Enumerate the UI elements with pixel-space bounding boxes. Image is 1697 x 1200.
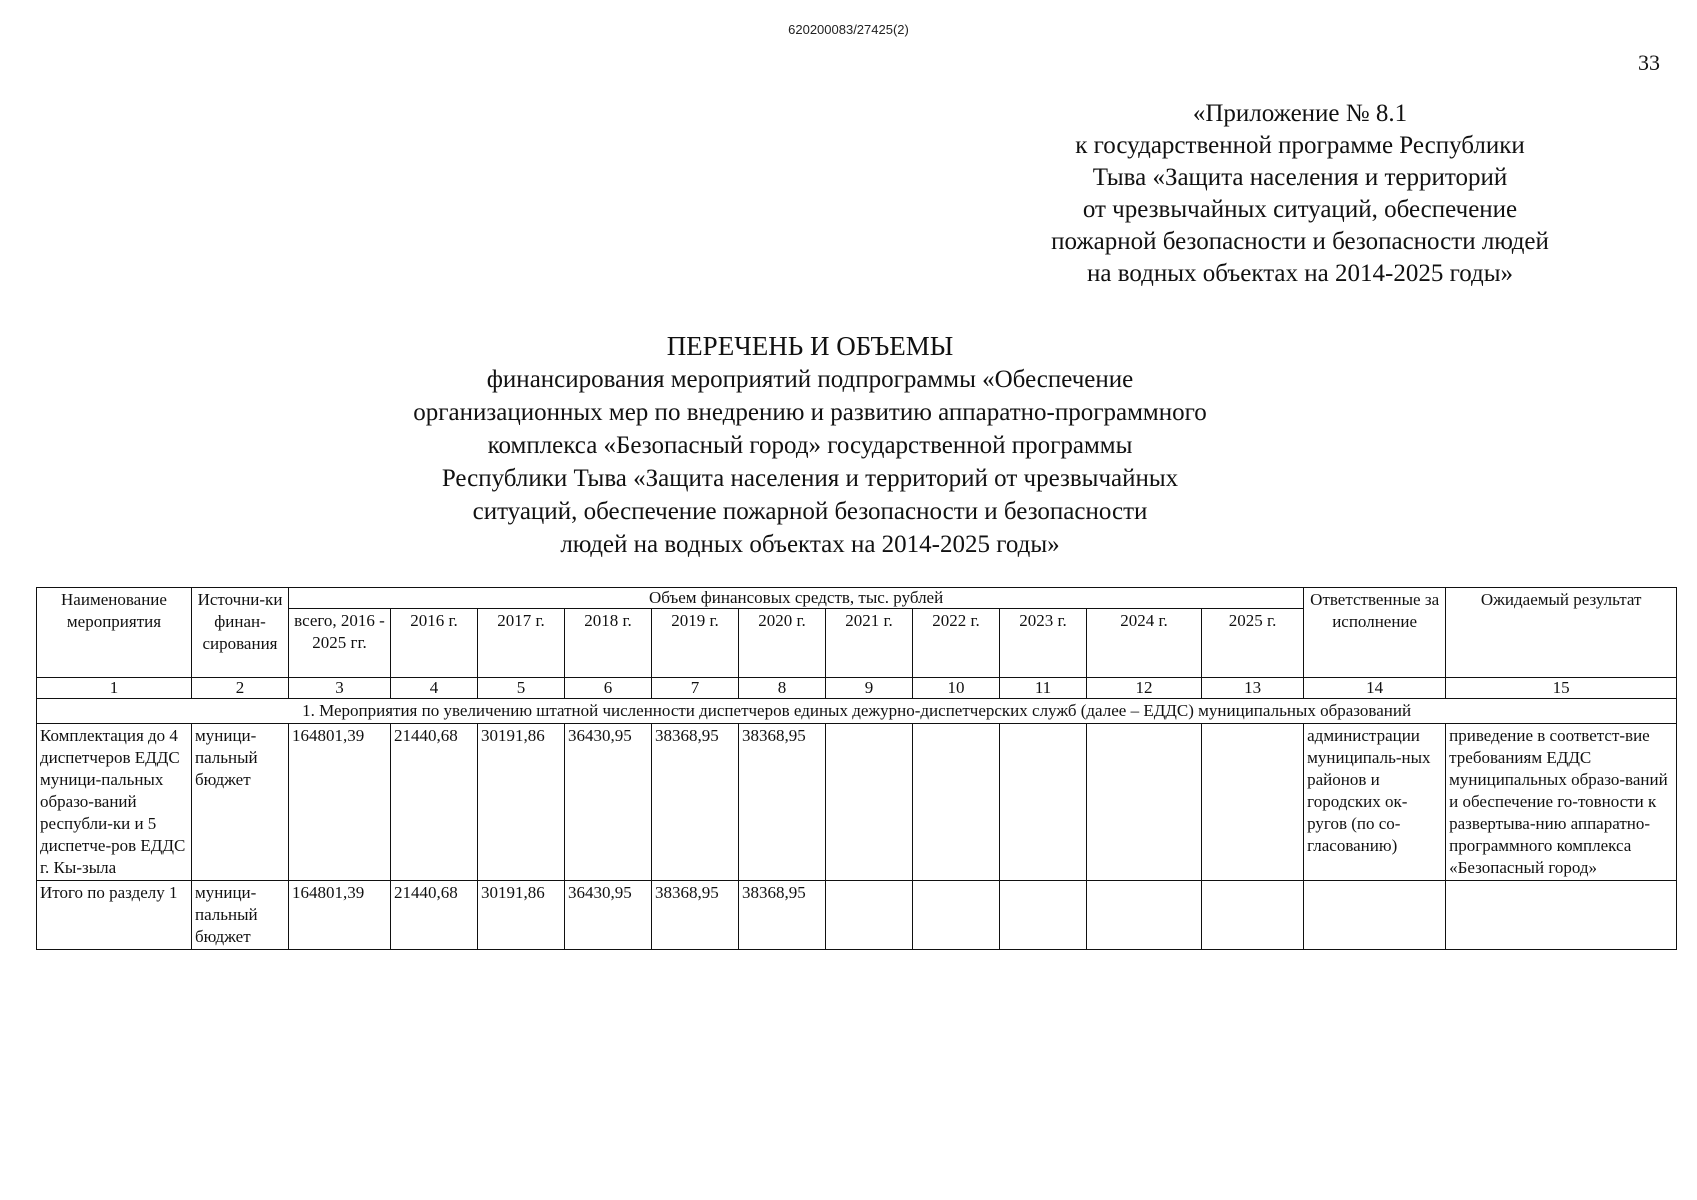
header-result: Ожидаемый результат [1446,588,1677,678]
appendix-line: к государственной программе Республики [1075,132,1525,159]
cell-year [1000,724,1087,881]
header-total: всего, 2016 - 2025 гг. [289,609,391,678]
section-title: 1. Мероприятия по увеличению штатной численности диспетчеров единых дежурно-диспетчерских служб (далее – ЕДДС) муниципальных образований [37,699,1677,724]
column-number: 7 [652,678,739,699]
cell-name: Итого по разделу 1 [37,881,192,950]
cell-year: 38368,95 [652,724,739,881]
header-name: Наименование мероприятия [37,588,192,678]
cell-year [1087,724,1202,881]
document-title: ПЕРЕЧЕНЬ И ОБЪЕМЫ [666,331,954,361]
cell-result [1446,881,1677,950]
appendix-line: пожарной безопасности и безопасности людей [1051,228,1549,255]
cell-year [826,724,913,881]
header-volume-group: Объем финансовых средств, тыс. рублей [289,588,1304,609]
appendix-block [1000,98,1600,290]
column-number: 12 [1087,678,1202,699]
column-number: 14 [1304,678,1446,699]
subtitle-line: ситуаций, обеспечение пожарной безопасности и безопасности [472,498,1148,525]
column-number: 13 [1202,678,1304,699]
column-number: 3 [289,678,391,699]
cell-year [826,881,913,950]
column-number: 10 [913,678,1000,699]
cell-year: 36430,95 [565,724,652,881]
page-number: 33 [1638,50,1660,75]
column-number: 6 [565,678,652,699]
cell-responsible [1304,881,1446,950]
appendix-line: от чрезвычайных ситуаций, обеспечение [1082,196,1518,223]
column-number-row [37,678,1677,699]
header-responsible: Ответственные за исполнение [1304,588,1446,678]
header-year: 2018 г. [565,609,652,678]
column-number: 1 [37,678,192,699]
column-number: 2 [192,678,289,699]
header-year: 2022 г. [913,609,1000,678]
cell-year [913,724,1000,881]
column-number: 9 [826,678,913,699]
table-row [37,881,1677,950]
subtitle-line: финансирования мероприятий подпрограммы «Обеспечение [486,366,1134,393]
cell-year: 38368,95 [652,881,739,950]
document-id: 620200083/27425(2) [788,22,909,37]
cell-year [1202,724,1304,881]
cell-year [1000,881,1087,950]
header-year: 2023 г. [1000,609,1087,678]
header-year: 2024 г. [1087,609,1202,678]
column-number: 11 [1000,678,1087,699]
column-number: 5 [478,678,565,699]
cell-result: приведение в соответст-вие требованиям ЕДДС муниципальных образо-ваний и обеспечение го-товности к развертыва-нию аппаратно-программного комплекса «Безопасный город» [1446,724,1677,881]
subtitle-line: Республики Тыва «Защита населения и территорий от чрезвычайных [441,465,1179,492]
column-number: 8 [739,678,826,699]
document-title-block [330,330,1290,561]
cell-year: 38368,95 [739,881,826,950]
header-year: 2025 г. [1202,609,1304,678]
header-year: 2017 г. [478,609,565,678]
cell-name: Комплектация до 4 диспетчеров ЕДДС муници-пальных образо-ваний республи-ки и 5 диспетче-ров ЕДДС г. Кы-зыла [37,724,192,881]
column-number: 4 [391,678,478,699]
subtitle-line: комплекса «Безопасный город» государственной программы [487,432,1133,459]
cell-source: муници-пальный бюджет [192,881,289,950]
appendix-line: на водных объектах на 2014-2025 годы» [1086,260,1514,287]
header-year: 2021 г. [826,609,913,678]
cell-total: 164801,39 [289,724,391,881]
cell-source: муници-пальный бюджет [192,724,289,881]
appendix-line: «Приложение № 8.1 [1192,100,1408,127]
appendix-line: Тыва «Защита населения и территорий [1092,164,1508,191]
cell-year: 21440,68 [391,724,478,881]
cell-total: 164801,39 [289,881,391,950]
cell-year: 36430,95 [565,881,652,950]
section-row [37,699,1677,724]
subtitle-line: людей на водных объектах на 2014-2025 годы» [560,531,1060,558]
cell-year [1087,881,1202,950]
header-year: 2019 г. [652,609,739,678]
cell-responsible: администрации муниципаль-ных районов и городских ок-ругов (по со-гласованию) [1304,724,1446,881]
cell-year [1202,881,1304,950]
table-row [37,724,1677,881]
header-source: Источни-ки финан-сирования [192,588,289,678]
cell-year: 30191,86 [478,881,565,950]
header-year: 2016 г. [391,609,478,678]
header-year: 2020 г. [739,609,826,678]
cell-year: 21440,68 [391,881,478,950]
cell-year: 30191,86 [478,724,565,881]
cell-year: 38368,95 [739,724,826,881]
cell-year [913,881,1000,950]
financing-table [36,587,1677,950]
subtitle-line: организационных мер по внедрению и развитию аппаратно-программного [413,399,1207,426]
header-row-1 [37,588,1677,609]
column-number: 15 [1446,678,1677,699]
